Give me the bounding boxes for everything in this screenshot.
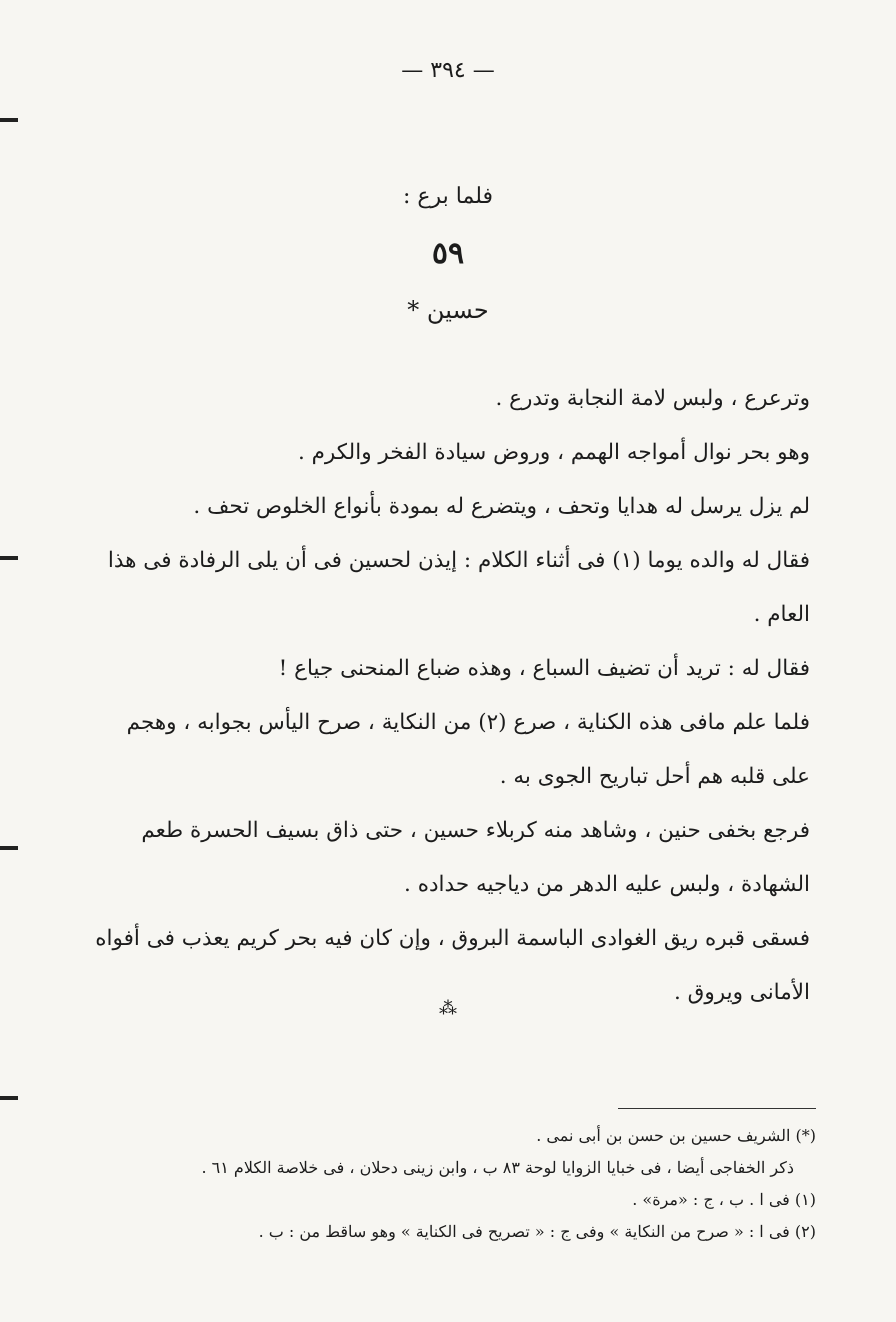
- scan-edge-mark: [0, 1096, 18, 1100]
- paragraph: فسقى قبره ريق الغوادى الباسمة البروق ، وإن كان فيه بحر كريم يعذب فى أفواه الأمانى ويروق .: [95, 926, 810, 1005]
- intro-line: فلما برع :: [402, 184, 493, 209]
- footnote: (*) الشريف حسين بن حسن بن أبى نمى .: [536, 1126, 816, 1145]
- entry-number: ٥٩: [431, 236, 465, 271]
- footnote: (٢) فى ا : « صرح من النكاية » وفى ج : « تصريح فى الكناية » وهو ساقط من : ب .: [258, 1222, 816, 1241]
- footnotes: [110, 1120, 816, 1248]
- paragraph: وترعرع ، ولبس لامة النجابة وتدرع .: [495, 386, 810, 411]
- paragraph: فقال له : تريد أن تضيف السباع ، وهذه ضباع المنحنى جياع !: [278, 656, 810, 681]
- scan-edge-mark: [0, 846, 18, 850]
- paragraph: لم يزل يرسل له هدايا وتحف ، ويتضرع له بمودة بأنواع الخلوص تحف .: [193, 494, 810, 519]
- page-number: — ٣٩٤ —: [401, 58, 495, 83]
- footnote-divider: [618, 1108, 816, 1109]
- scan-edge-mark: [0, 118, 18, 122]
- entry-title: حسين *: [407, 296, 489, 324]
- footnote: (١) فى ا . ب ، ج : «مرة» .: [632, 1190, 816, 1209]
- scan-edge-mark: [0, 556, 18, 560]
- paragraph: فرجع بخفى حنين ، وشاهد منه كربلاء حسين ، حتى ذاق بسيف الحسرة طعم الشهادة ، ولبس عليه الدهر من دياجيه حداده .: [141, 818, 810, 897]
- section-ornament: ⁂: [439, 998, 457, 1019]
- body-text: [86, 372, 810, 1020]
- footnote: ذكر الخفاجى أيضا ، فى خبايا الزوايا لوحة ٨٣ ب ، وابن زينى دحلان ، فى خلاصة الكلام ٦١ .: [201, 1158, 794, 1177]
- paragraph: فلما علم مافى هذه الكناية ، صرع (٢) من النكاية ، صرح اليأس بجوابه ، وهجم على قلبه هم أحل تباريح الجوى به .: [126, 710, 810, 789]
- paragraph: فقال له والده يوما (١) فى أثناء الكلام : إيذن لحسين فى أن يلى الرفادة فى هذا العام .: [107, 548, 810, 627]
- paragraph: وهو بحر نوال أمواجه الهمم ، وروض سيادة الفخر والكرم .: [297, 440, 810, 465]
